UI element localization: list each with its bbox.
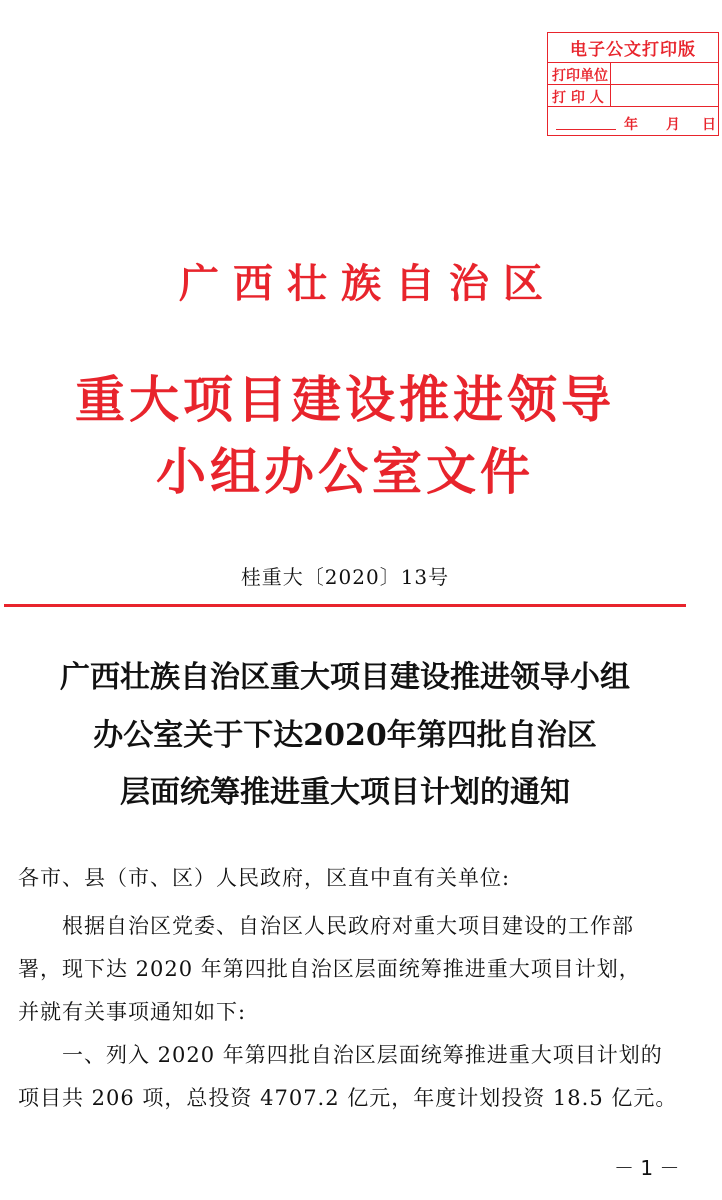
stamp-unit-label: 打印单位 [552,68,608,84]
page-number: － 1 － [614,1156,680,1180]
stamp-title: 电子公文打印版 [548,33,718,63]
stamp-month-label: 月 [666,117,680,133]
issuer-office-line2: 小组办公室文件 [156,442,534,501]
stamp-day-label: 日 [702,117,716,133]
stamp-person-label: 打 印 人 [552,90,604,106]
stamp-date-line [556,129,616,130]
stamp-divider [610,63,611,84]
red-divider [4,604,686,607]
paragraph-1-line-2: 署，现下达 2020 年第四批自治区层面统筹推进重大项目计划， [18,957,641,981]
issuer-region: 广西壮族自治区 [179,260,557,307]
stamp-year-label: 年 [624,117,638,133]
salutation: 各市、县（市、区）人民政府，区直中直有关单位: [18,866,511,890]
notice-title-line2: 办公室关于下达2020年第四批自治区 [93,718,597,753]
stamp-row-person [548,85,718,107]
paragraph-1-line-3: 并就有关事项通知如下: [18,1000,247,1024]
issuer-office-line1: 重大项目建设推进领导 [75,370,615,429]
document-number: 桂重大〔2020〕13号 [240,565,450,589]
paragraph-2-line-1: 一、列入 2020 年第四批自治区层面统筹推进重大项目计划的 [62,1043,663,1067]
stamp-divider [610,85,611,106]
notice-title-line3: 层面统筹推进重大项目计划的通知 [120,775,570,810]
print-stamp-box [547,32,719,136]
paragraph-1-line-1: 根据自治区党委、自治区人民政府对重大项目建设的工作部 [62,914,634,938]
stamp-row-unit [548,63,718,85]
notice-title-line1: 广西壮族自治区重大项目建设推进领导小组 [60,660,630,695]
paragraph-2-line-2: 项目共 206 项，总投资 4707.2 亿元，年度计划投资 18.5 亿元。 [18,1086,678,1110]
stamp-date-row [548,109,718,135]
